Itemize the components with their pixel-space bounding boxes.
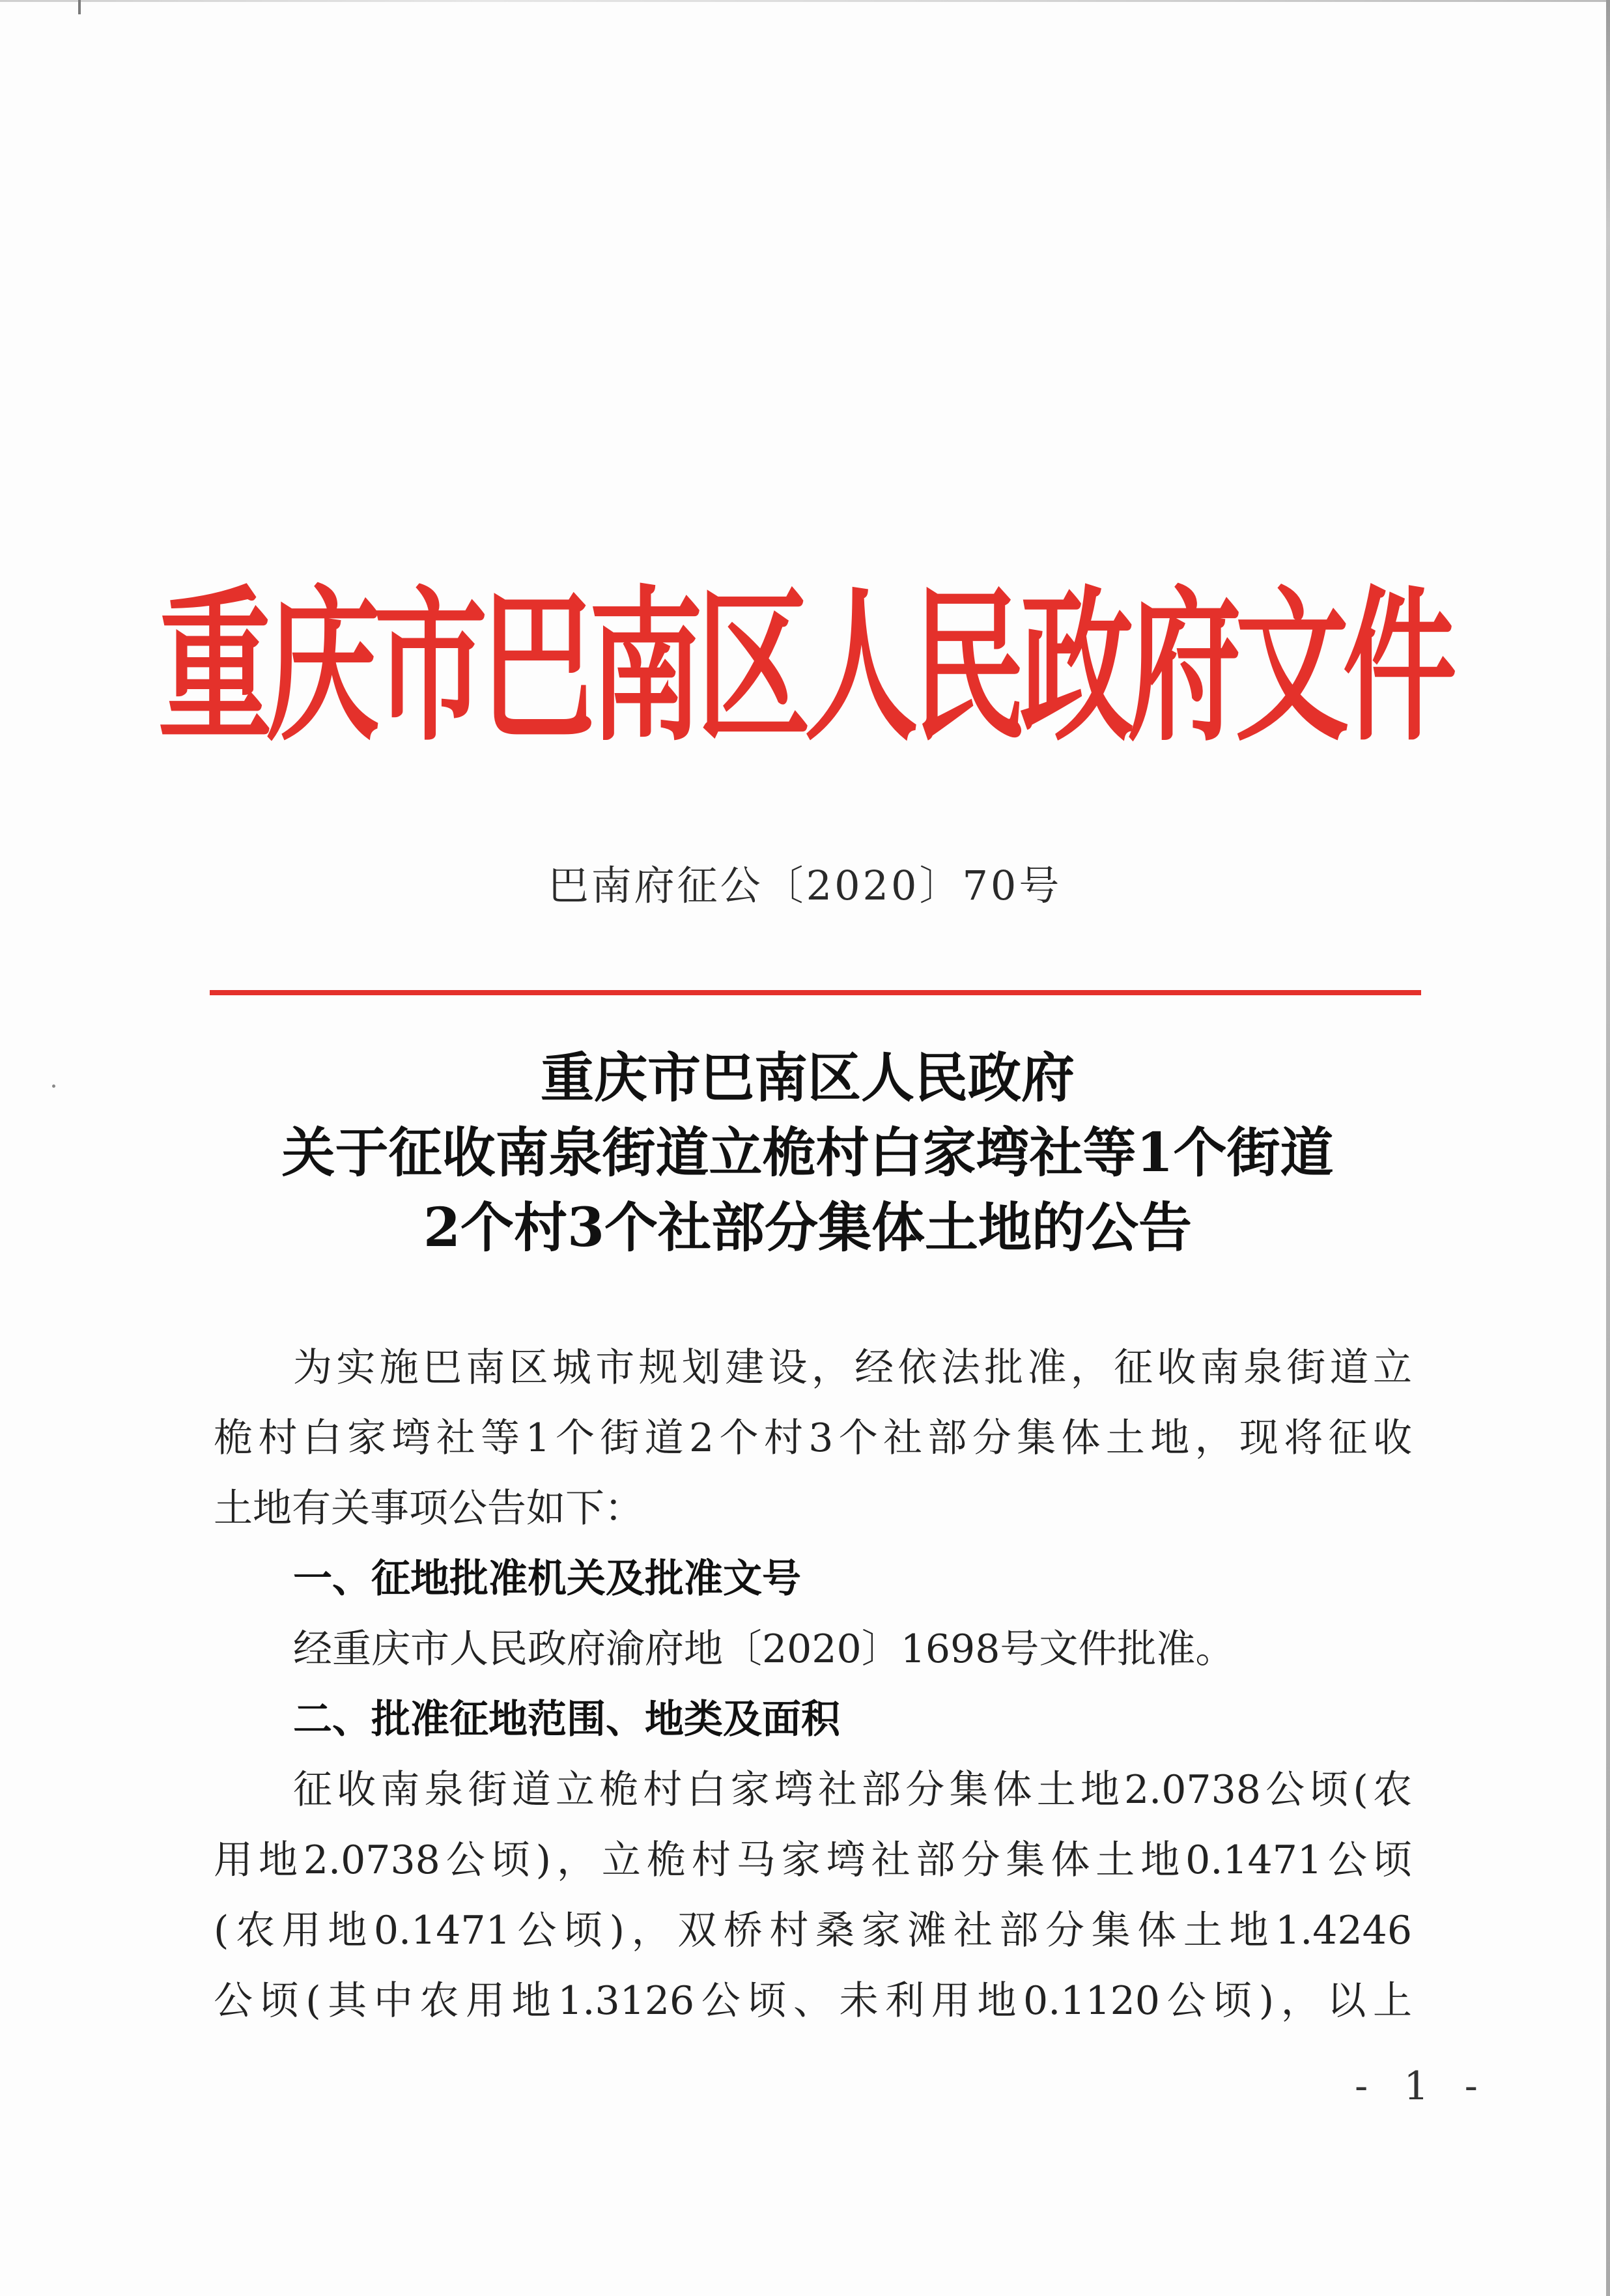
paragraph-3-line-2: 用地2.0738公顷)，立桅村马家塆社部分集体土地0.1471公顷 — [214, 1837, 1412, 1883]
notice-title-line-2: 关于征收南泉街道立桅村白家塆社等1个街道 — [281, 1122, 1334, 1184]
red-divider — [210, 990, 1421, 995]
notice-title-line-1: 重庆市巴南区人民政府 — [540, 1047, 1075, 1109]
paragraph-2: 经重庆市人民政府渝府地〔2020〕1698号文件批准。 — [293, 1626, 1235, 1672]
paragraph-3-line-1: 征收南泉街道立桅村白家塆社部分集体土地2.0738公顷(农 — [293, 1767, 1412, 1813]
scan-edge-right — [1606, 0, 1610, 2296]
paragraph-1-line-2: 桅村白家塆社等1个街道2个村3个社部分集体土地，现将征收 — [214, 1415, 1412, 1461]
page-number: - 1 - — [1355, 2063, 1490, 2109]
paragraph-3-line-3: (农用地0.1471公顷)，双桥村桑家滩社部分集体土地1.4246 — [214, 1908, 1412, 1953]
issuer-title: 重庆市巴南区人民政府文件 — [158, 571, 1451, 763]
paragraph-1-line-1: 为实施巴南区城市规划建设，经依法批准，征收南泉街道立 — [293, 1345, 1412, 1391]
notice-title-line-3: 2个村3个社部分集体土地的公告 — [423, 1197, 1193, 1259]
scan-edge-top — [0, 0, 1610, 2]
section-heading-1: 一、征地批准机关及批准文号 — [293, 1556, 801, 1602]
paragraph-1-line-3: 土地有关事项公告如下： — [214, 1486, 643, 1531]
scan-speck — [52, 1084, 55, 1088]
paragraph-3-line-4: 公顷(其中农用地1.3126公顷、未利用地0.1120公顷)，以上 — [214, 1978, 1412, 2024]
scan-mark — [78, 0, 81, 14]
section-heading-2: 二、批准征地范围、地类及面积 — [293, 1697, 840, 1742]
document-number: 巴南府征公〔2020〕70号 — [548, 862, 1062, 909]
